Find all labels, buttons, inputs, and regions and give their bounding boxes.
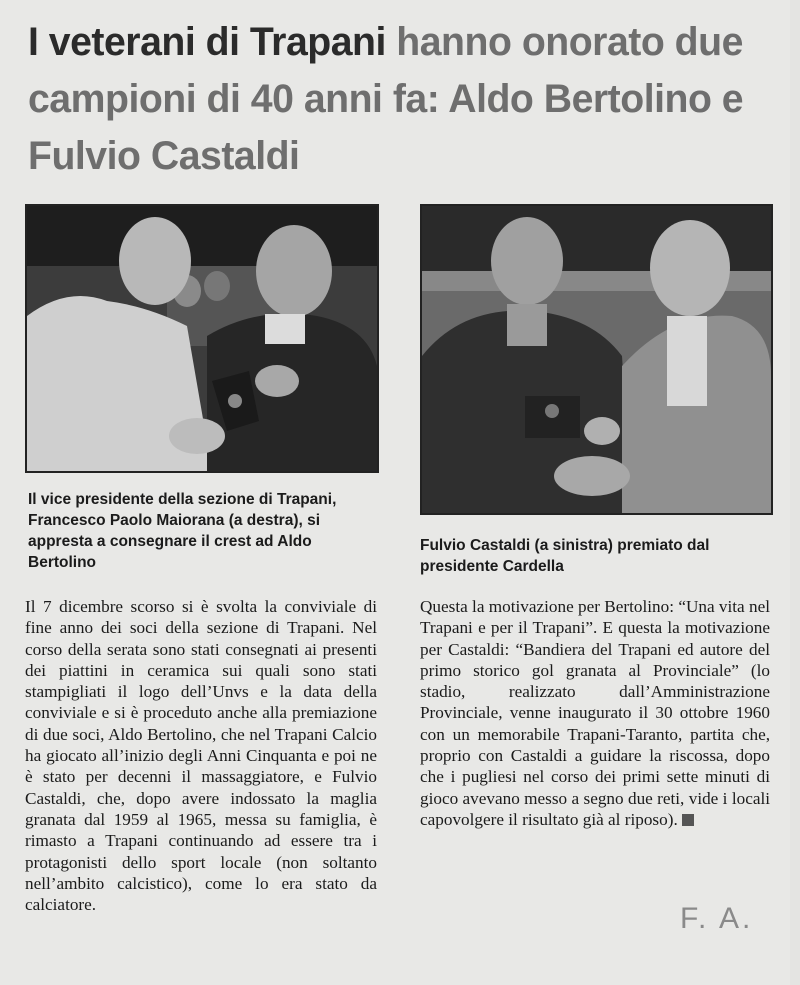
caption-left: Il vice presidente della sezione di Trapani, Francesco Paolo Maiorana (a destra), si appresta a consegnare il crest ad Aldo Bertolino	[28, 491, 337, 571]
headline-part-dark: I veterani di Trapani	[28, 20, 397, 64]
article-column-1: Il 7 dicembre scorso si è svolta la conviviale di fine anno dei soci della sezione di Trapani. Nel corso della serata sono stati consegnati ai presenti dei piattini in ceramica sui quali sono stati stampigliati il logo dell’Unvs e la data della conviviale e si è proceduto anche alla premiazione di due soci, Aldo Bertolino, che nel Trapani Calcio ha giocato all’inizio degli Anni Cinquanta e poi ne è stato per decenni il massaggiatore, e Fulvio Castaldi, che, dopo avere indossato la maglia granata dal 1959 al 1965, messa su famiglia, è rimasto a Trapani continuando ad essere tra i protagonisti dello sport locale (non soltanto nell’ambito calcistico), come lo era stato da calciatore.	[25, 597, 377, 915]
headline-part-grey: hanno onorato due campioni di 40 anni fa: Aldo Bertolino e Fulvio Castaldi	[28, 20, 744, 178]
author-initials: F. A.	[680, 902, 754, 935]
headline	[28, 14, 763, 185]
photo-castaldi	[420, 204, 773, 515]
article-column-2	[420, 596, 770, 830]
photo-bertolino	[25, 204, 379, 473]
end-square-icon	[682, 814, 694, 826]
caption-right: Fulvio Castaldi (a sinistra) premiato dal presidente Cardella	[420, 537, 710, 575]
article-column-2-text: Questa la motivazione per Bertolino: “Una vita nel Trapani e per il Trapani”. E questa la motivazione per Castaldi: “Bandiera del Trapani ed autore del primo storico gol granata al Provinciale” (lo stadio, realizzato dall’Amministrazione Provinciale, venne inaugurato il 30 ottobre 1960 con un memorabile Trapani-Taranto, partita che, proprio con Castaldi a guidare la riscossa, dopo che i pugliesi nel corso dei primi sette minuti di gioco avevano messo a segno due reti, vide i locali capovolgere il risultato già al riposo).	[420, 597, 770, 829]
